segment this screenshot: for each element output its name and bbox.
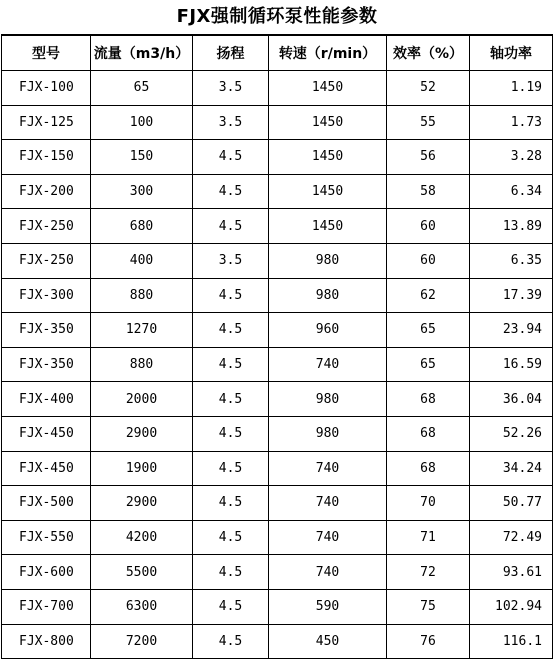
table-row [2, 209, 553, 244]
cell-efficiency[interactable]: 65 [387, 347, 470, 382]
cell-flow[interactable]: 400 [91, 243, 193, 278]
cell-speed[interactable]: 980 [269, 243, 387, 278]
cell-speed[interactable]: 1450 [269, 105, 387, 140]
cell-head[interactable]: 4.5 [193, 589, 269, 624]
cell-speed[interactable]: 960 [269, 313, 387, 348]
cell-flow[interactable]: 2900 [91, 486, 193, 521]
cell-shaft-power[interactable]: 116.1 [470, 624, 553, 659]
cell-head[interactable]: 3.5 [193, 71, 269, 106]
cell-flow[interactable]: 6300 [91, 589, 193, 624]
cell-efficiency[interactable]: 76 [387, 624, 470, 659]
cell-efficiency[interactable]: 56 [387, 140, 470, 175]
table-row [2, 243, 553, 278]
header-model: 型号 [2, 35, 91, 71]
table-row [2, 486, 553, 521]
cell-head[interactable]: 4.5 [193, 416, 269, 451]
cell-speed[interactable]: 1450 [269, 209, 387, 244]
cell-head[interactable]: 4.5 [193, 174, 269, 209]
cell-shaft-power[interactable]: 93.61 [470, 555, 553, 590]
cell-flow[interactable]: 2000 [91, 382, 193, 417]
cell-efficiency[interactable]: 60 [387, 243, 470, 278]
cell-head[interactable]: 4.5 [193, 313, 269, 348]
table-row [2, 520, 553, 555]
cell-head[interactable]: 4.5 [193, 486, 269, 521]
table-row [2, 140, 553, 175]
cell-flow[interactable]: 300 [91, 174, 193, 209]
cell-model[interactable]: FJX-125 [2, 105, 91, 140]
cell-efficiency[interactable]: 70 [387, 486, 470, 521]
header-row [2, 35, 553, 71]
cell-shaft-power[interactable]: 1.73 [470, 105, 553, 140]
cell-flow[interactable]: 880 [91, 347, 193, 382]
cell-efficiency[interactable]: 68 [387, 451, 470, 486]
cell-flow[interactable]: 65 [91, 71, 193, 106]
cell-model[interactable]: FJX-200 [2, 174, 91, 209]
cell-head[interactable]: 4.5 [193, 140, 269, 175]
cell-efficiency[interactable]: 55 [387, 105, 470, 140]
header-efficiency: 效率（%） [387, 35, 470, 71]
table-row [2, 71, 553, 106]
cell-speed[interactable]: 740 [269, 555, 387, 590]
cell-shaft-power[interactable]: 13.89 [470, 209, 553, 244]
cell-head[interactable]: 3.5 [193, 243, 269, 278]
table-row [2, 174, 553, 209]
cell-model[interactable]: FJX-350 [2, 347, 91, 382]
table-row [2, 105, 553, 140]
cell-shaft-power[interactable]: 52.26 [470, 416, 553, 451]
cell-head[interactable]: 3.5 [193, 105, 269, 140]
cell-speed[interactable]: 1450 [269, 174, 387, 209]
table-row [2, 624, 553, 659]
cell-speed[interactable]: 740 [269, 486, 387, 521]
cell-model[interactable]: FJX-800 [2, 624, 91, 659]
cell-efficiency[interactable]: 60 [387, 209, 470, 244]
cell-efficiency[interactable]: 52 [387, 71, 470, 106]
cell-flow[interactable]: 150 [91, 140, 193, 175]
cell-shaft-power[interactable]: 16.59 [470, 347, 553, 382]
table-row [2, 555, 553, 590]
cell-head[interactable]: 4.5 [193, 451, 269, 486]
table-row [2, 347, 553, 382]
cell-speed[interactable]: 450 [269, 624, 387, 659]
cell-flow[interactable]: 1270 [91, 313, 193, 348]
cell-shaft-power[interactable]: 17.39 [470, 278, 553, 313]
pump-parameters-table [1, 34, 553, 659]
cell-head[interactable]: 4.5 [193, 278, 269, 313]
cell-flow[interactable]: 4200 [91, 520, 193, 555]
cell-head[interactable]: 4.5 [193, 520, 269, 555]
header-shaft-power: 轴功率 [470, 35, 553, 71]
cell-head[interactable]: 4.5 [193, 347, 269, 382]
cell-shaft-power[interactable]: 1.19 [470, 71, 553, 106]
header-flow: 流量（m3/h） [91, 35, 193, 71]
header-speed: 转速（r/min） [269, 35, 387, 71]
cell-model[interactable]: FJX-250 [2, 209, 91, 244]
cell-model[interactable]: FJX-500 [2, 486, 91, 521]
cell-flow[interactable]: 1900 [91, 451, 193, 486]
cell-model[interactable]: FJX-400 [2, 382, 91, 417]
cell-head[interactable]: 4.5 [193, 624, 269, 659]
cell-speed[interactable]: 980 [269, 416, 387, 451]
cell-model[interactable]: FJX-300 [2, 278, 91, 313]
cell-speed[interactable]: 980 [269, 382, 387, 417]
cell-flow[interactable]: 100 [91, 105, 193, 140]
cell-model[interactable]: FJX-600 [2, 555, 91, 590]
table-row [2, 451, 553, 486]
cell-model[interactable]: FJX-700 [2, 589, 91, 624]
cell-shaft-power[interactable]: 72.49 [470, 520, 553, 555]
cell-speed[interactable]: 740 [269, 451, 387, 486]
cell-shaft-power[interactable]: 102.94 [470, 589, 553, 624]
cell-speed[interactable]: 740 [269, 347, 387, 382]
cell-efficiency[interactable]: 72 [387, 555, 470, 590]
cell-shaft-power[interactable]: 50.77 [470, 486, 553, 521]
cell-speed[interactable]: 590 [269, 589, 387, 624]
cell-speed[interactable]: 1450 [269, 71, 387, 106]
cell-model[interactable]: FJX-250 [2, 243, 91, 278]
cell-flow[interactable]: 2900 [91, 416, 193, 451]
cell-speed[interactable]: 980 [269, 278, 387, 313]
cell-shaft-power[interactable]: 36.04 [470, 382, 553, 417]
cell-head[interactable]: 4.5 [193, 209, 269, 244]
cell-model[interactable]: FJX-450 [2, 416, 91, 451]
cell-flow[interactable]: 880 [91, 278, 193, 313]
cell-efficiency[interactable]: 62 [387, 278, 470, 313]
cell-efficiency[interactable]: 58 [387, 174, 470, 209]
cell-efficiency[interactable]: 68 [387, 416, 470, 451]
cell-efficiency[interactable]: 65 [387, 313, 470, 348]
cell-shaft-power[interactable]: 23.94 [470, 313, 553, 348]
table-body [2, 71, 553, 659]
cell-speed[interactable]: 740 [269, 520, 387, 555]
cell-model[interactable]: FJX-150 [2, 140, 91, 175]
table-row [2, 416, 553, 451]
table-row [2, 382, 553, 417]
cell-shaft-power[interactable]: 3.28 [470, 140, 553, 175]
table-header [2, 35, 553, 71]
cell-model[interactable]: FJX-450 [2, 451, 91, 486]
table-row [2, 589, 553, 624]
table-row [2, 278, 553, 313]
table-title: FJX强制循环泵性能参数 [176, 6, 378, 27]
cell-speed[interactable]: 1450 [269, 140, 387, 175]
header-head: 扬程 [193, 35, 269, 71]
cell-efficiency[interactable]: 71 [387, 520, 470, 555]
cell-head[interactable]: 4.5 [193, 555, 269, 590]
cell-flow[interactable]: 680 [91, 209, 193, 244]
cell-shaft-power[interactable]: 6.34 [470, 174, 553, 209]
table-row [2, 313, 553, 348]
cell-flow[interactable]: 7200 [91, 624, 193, 659]
cell-flow[interactable]: 5500 [91, 555, 193, 590]
cell-shaft-power[interactable]: 6.35 [470, 243, 553, 278]
cell-head[interactable]: 4.5 [193, 382, 269, 417]
cell-shaft-power[interactable]: 34.24 [470, 451, 553, 486]
cell-model[interactable]: FJX-550 [2, 520, 91, 555]
cell-efficiency[interactable]: 75 [387, 589, 470, 624]
cell-model[interactable]: FJX-100 [2, 71, 91, 106]
cell-model[interactable]: FJX-350 [2, 313, 91, 348]
cell-efficiency[interactable]: 68 [387, 382, 470, 417]
